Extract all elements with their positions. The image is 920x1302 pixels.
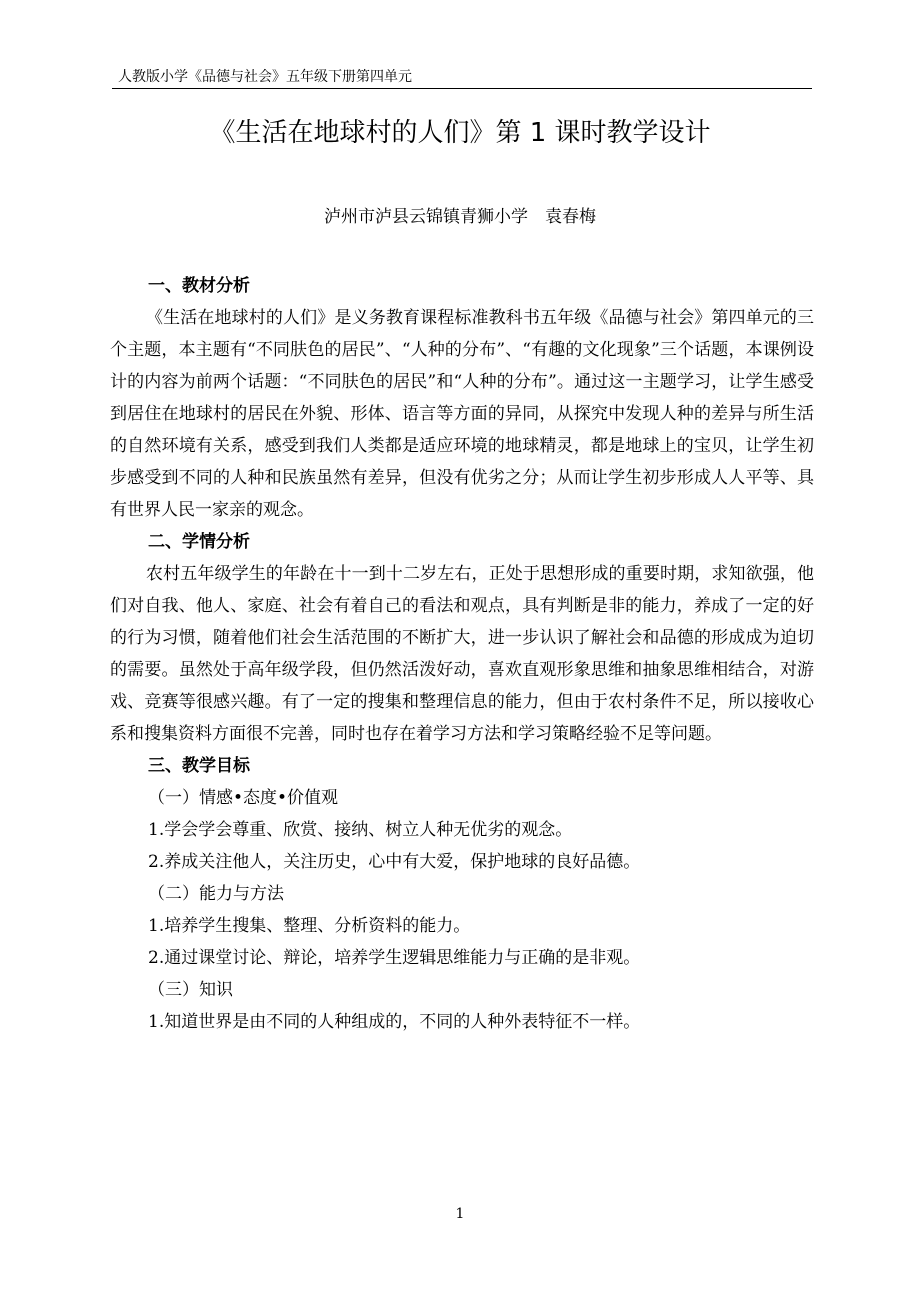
- document-body: [110, 270, 814, 1038]
- list-item: 2.通过课堂讨论、辩论，培养学生逻辑思维能力与正确的是非观。: [148, 948, 641, 968]
- subheading-knowledge: （三）知识: [148, 980, 233, 1000]
- subheading-emotion-values: （一）情感•态度•价值观: [148, 788, 339, 808]
- document-title: 《生活在地球村的人们》第 1 课时教学设计: [209, 118, 711, 148]
- paragraph-student-analysis: 农村五年级学生的年龄在十一到十二岁左右，正处于思想形成的重要时期，求知欲强，他们对自我、他人、家庭、社会有着自己的看法和观点，具有判断是非的能力，养成了一定的好的行为习惯，随着他们社会生活范围的不断扩大，进一步认识了解社会和品德的形成成为迫切的需要。虽然处于高年级学段，但仍然活泼好动，喜欢直观形象思维和抽象思维相结合，对游戏、竞赛等很感兴趣。有了一定的搜集和整理信息的能力，但由于农村条件不足，所以接收心系和搜集资料方面很不完善，同时也存在着学习方法和学习策略经验不足等问题。: [110, 564, 814, 744]
- list-item: 2.养成关注他人，关注历史，心中有大爱，保护地球的良好品德。: [148, 852, 641, 872]
- list-item: 1.知道世界是由不同的人种组成的，不同的人种外表特征不一样。: [148, 1012, 641, 1032]
- subheading-ability-methods: （二）能力与方法: [148, 884, 284, 904]
- list-item: 1.培养学生搜集、整理、分析资料的能力。: [148, 916, 471, 936]
- section-heading-teaching-goals: 三、教学目标: [148, 756, 250, 776]
- list-item: 1.学会学会尊重、欣赏、接纳、树立人种无优劣的观念。: [148, 820, 573, 840]
- author-line: 泸州市泸县云锦镇青狮小学 袁春梅: [324, 207, 596, 227]
- section-heading-textbook-analysis: 一、教材分析: [148, 276, 250, 296]
- header-divider: [112, 88, 812, 89]
- paragraph-textbook-analysis: 《生活在地球村的人们》是义务教育课程标准教科书五年级《品德与社会》第四单元的三个主题，本主题有“不同肤色的居民”、“人种的分布”、“有趣的文化现象”三个话题，本课例设计的内容为前两个话题：“不同肤色的居民”和“人种的分布”。通过这一主题学习，让学生感受到居住在地球村的居民在外貌、形体、语言等方面的异同，从探究中发现人种的差异与所生活的自然环境有关系，感受到我们人类都是适应环境的地球精灵，都是地球上的宝贝，让学生初步感受到不同的人种和民族虽然有差异，但没有优劣之分；从而让学生初步形成人人平等、具有世界人民一家亲的观念。: [110, 308, 814, 520]
- running-header: 人教版小学《品德与社会》五年级下册第四单元: [118, 69, 412, 85]
- page-number: 1: [455, 1206, 465, 1222]
- section-heading-student-analysis: 二、学情分析: [148, 532, 250, 552]
